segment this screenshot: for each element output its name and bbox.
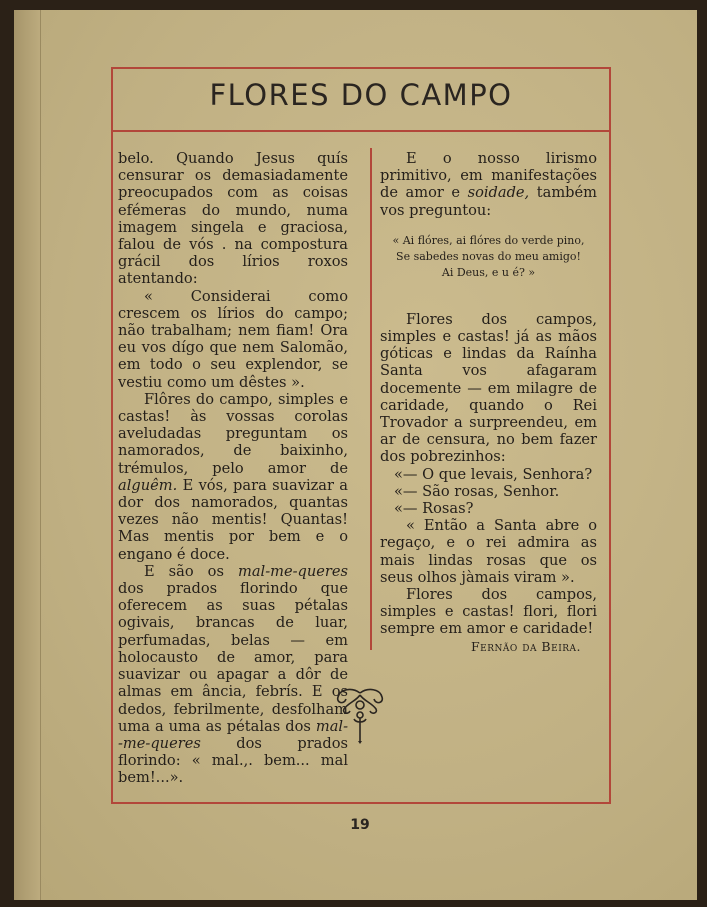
paragraph: belo. Quando Jesus quís censurar os demasiadamente preocupados com as coisas efémeras do mundo, numa imagem singela e graciosa, falou de vós . na compostura grácil dos lírios roxos atentando: — [118, 150, 348, 288]
paragraph: Flores dos campos, simples e castas! flori, flori sempre em amor e caridade! — [380, 586, 597, 638]
right-column — [380, 150, 597, 655]
dialogue-line: «— São rosas, Senhor. — [394, 482, 560, 500]
book-gutter — [14, 10, 41, 900]
column-divider — [370, 148, 372, 650]
jesus-quote: « Considerai como crescem os lírios do campo; não trabalham; nem fiam! Ora eu vos dígo que nem Salomão, em todo o seu explendor, se vestiu como um dêstes ». — [118, 287, 348, 391]
paragraph: E o nosso lirismo primitivo, em manifestações de amor e soidade, também vos preguntou: — [380, 150, 597, 219]
verse-line: Se sabedes novas do meu amigo! — [396, 249, 581, 263]
paragraph: E são os mal-me-queres dos prados florindo que oferecem as suas pétalas ogivais, brancas de luar, perfumadas, belas — em holocausto de amor, para suavizar ou apagar a dôr de almas em ância, febrís. E os dedos, febrilmente, desfolham uma a uma as pétalas dos mal--me-queres dos prados florindo: « mal.,. bem... mal bem!...». — [118, 562, 349, 787]
dialogue-line: «— O que levais, Senhora? — [394, 465, 593, 483]
dialogue-line: «— Rosas? — [394, 500, 474, 518]
page-number: 19 — [350, 817, 370, 833]
paragraph: Flôres do campo, simples e castas! às vossas corolas aveludadas preguntam os namorados, de baixinho, trémulos, pelo amor de alguêm. E vós, para suavizar a dor dos namorados, quantas vezes não mentis! Quantas! Mas mentis por bem e o engano é doce. — [118, 390, 349, 563]
paragraph: « Então a Santa abre o regaço, e o rei admira as mais lindas rosas que os seus olhos jàmais viram ». — [380, 517, 597, 586]
verse-quote — [380, 233, 597, 281]
verse-line: Ai Deus, e u é? » — [441, 265, 536, 279]
page-title: FLORES DO CAMPO — [209, 78, 513, 112]
verse-line: « Ai flóres, ai flóres do verde pino, — [392, 233, 585, 247]
left-column — [118, 150, 348, 787]
title-rule — [113, 130, 609, 132]
floral-fleuron-icon — [332, 685, 388, 745]
paragraph: Flores dos campos, simples e castas! já as mãos góticas e lindas da Raínha Santa vos afagaram docemente — em milagre de caridade, quando o Rei Trovador a surpreendeu, em ar de censura, no bem fazer dos pobrezinhos: — [380, 310, 597, 466]
author-signature: Fernão da Beira. — [471, 638, 581, 654]
